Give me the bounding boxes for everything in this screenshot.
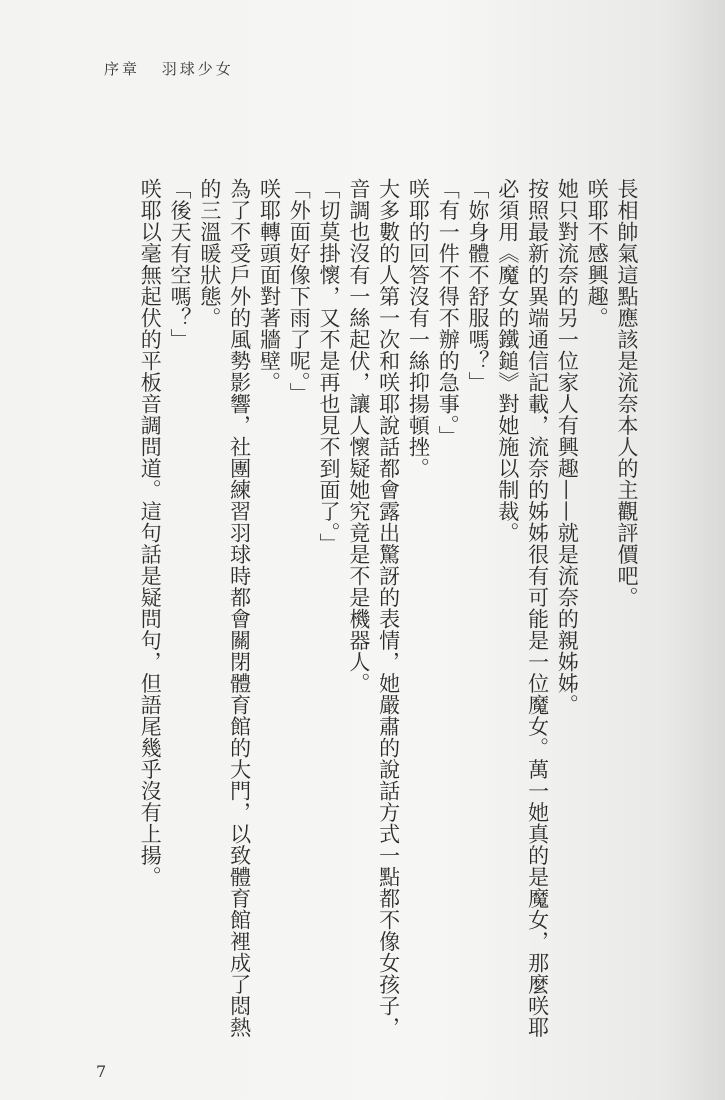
text-line: 「後天有空嗎？」 — [168, 178, 193, 350]
text-line: 咲耶不感興趣。 — [585, 178, 610, 329]
text-line: 按照最新的異端通信記載，流奈的姊姊很有可能是一位魔女。萬一她真的是魔女，那麼咲耶 — [525, 178, 550, 1038]
text-line: 她只對流奈的另一位家人有興趣——就是流奈的親姊姊。 — [555, 178, 580, 716]
text-line: 「切莫掛懷，又不是再也見不到面了。」 — [317, 178, 342, 555]
text-line: 長相帥氣這點應該是流奈本人的主觀評價吧。 — [615, 178, 639, 608]
text-line: 「外面好像下雨了呢。」 — [287, 178, 312, 404]
chapter-label: 序章 — [104, 60, 141, 78]
page-number: 7 — [96, 1062, 107, 1081]
text-line: 的三溫暖狀態。 — [197, 178, 222, 329]
text-line: 咲耶以毫無起伏的平板音調問道。這句話是疑問句，但語尾幾乎沒有上揚。 — [138, 178, 163, 888]
text-line: 咲耶的回答沒有一絲抑揚頓挫。 — [406, 178, 431, 479]
running-header — [104, 58, 248, 79]
text-line: 音調也沒有一絲起伏，讓人懷疑她究竟是不是機器人。 — [346, 178, 371, 694]
text-line: 大多數的人第一次和咲耶說話都會露出驚訝的表情，她嚴肅的說話方式一點都不像女孩子， — [376, 178, 401, 1038]
chapter-title: 羽球少女 — [161, 60, 234, 78]
text-line: 必須用《魔女的鐵鎚》對她施以制裁。 — [495, 178, 520, 544]
text-line: 「妳身體不舒服嗎？」 — [466, 178, 491, 393]
text-line: 「有一件不得不辦的急事。」 — [436, 178, 461, 447]
vertical-body-text — [76, 178, 641, 1058]
text-line: 咲耶轉頭面對著牆壁。 — [257, 178, 282, 393]
text-line: 為了不受戶外的風勢影響，社團練習羽球時都會關閉體育館的大門，以致體育館裡成了悶熱 — [227, 178, 252, 1038]
